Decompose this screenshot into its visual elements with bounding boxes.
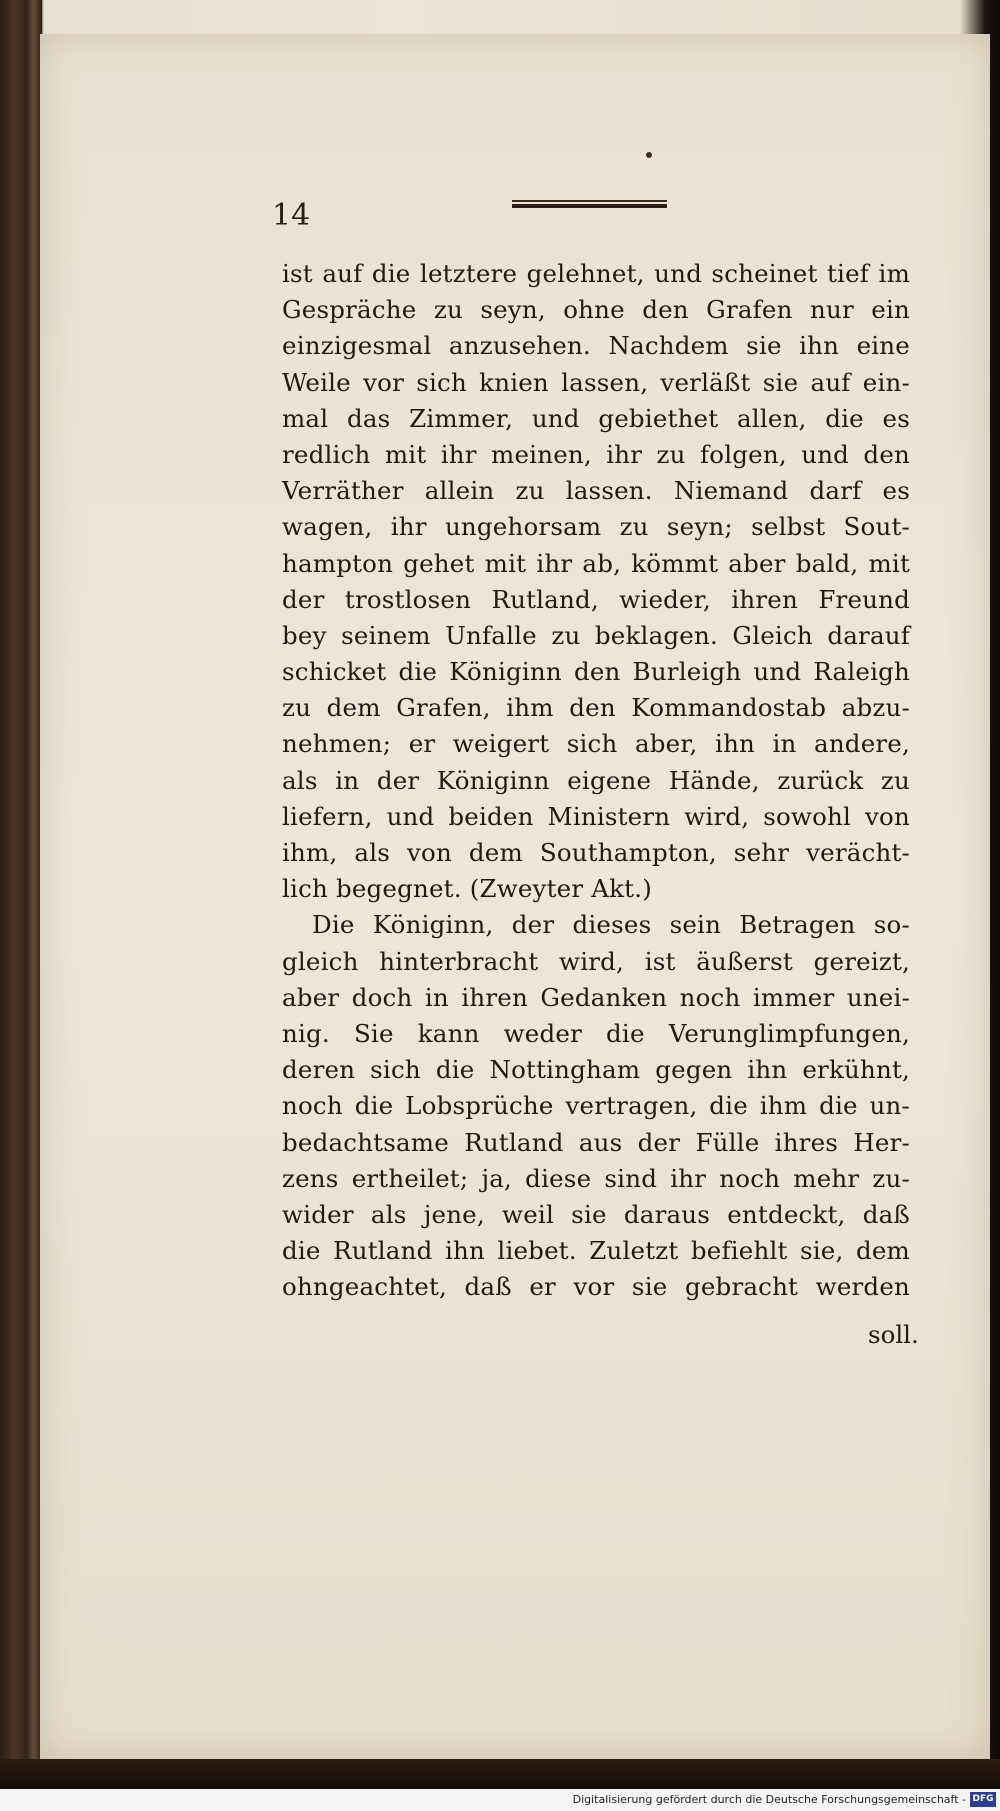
text-line: nig. Sie kann weder die Verunglimpfungen,	[282, 1018, 910, 1048]
text-line: lich begegnet. (Zweyter Akt.)	[282, 874, 652, 904]
text-line: ihm, als von dem Southampton, sehr verächt-	[282, 838, 910, 867]
ink-dot-mark	[646, 152, 652, 158]
text-line: wider als jene, weil sie daraus entdeckt, daß	[282, 1199, 910, 1229]
text-line: ist auf die letztere gelehnet, und scheinet tief im	[282, 259, 910, 288]
body-text	[282, 256, 910, 1305]
text-line: als in der Königinn eigene Hände, zurück zu	[282, 765, 910, 795]
text-line: ohngeachtet, daß er vor sie gebracht werden	[282, 1272, 910, 1302]
text-line: mal das Zimmer, und gebiethet allen, die es	[282, 403, 910, 433]
text-line: gleich hinterbracht wird, ist äußerst gereizt,	[282, 946, 910, 976]
text-line: einzigesmal anzusehen. Nachdem sie ihn eine	[282, 331, 910, 361]
text-line: der trostlosen Rutland, wieder, ihren Freund	[282, 584, 910, 614]
rule-line-thin	[512, 200, 667, 202]
text-line: Weile vor sich knien lassen, verläßt sie auf ein-	[282, 367, 910, 397]
text-line: nehmen; er weigert sich aber, ihn in andere,	[282, 729, 910, 759]
text-line: deren sich die Nottingham gegen ihn erkühnt,	[282, 1055, 910, 1085]
text-line: zens ertheilet; ja, diese sind ihr noch mehr zu-	[282, 1163, 910, 1193]
text-line: Verräther allein zu lassen. Niemand darf es	[282, 476, 910, 506]
text-line: noch die Lobsprüche vertragen, die ihm die un-	[282, 1091, 910, 1121]
text-line: hampton gehet mit ihr ab, kömmt aber bald, mit	[282, 548, 910, 578]
rule-line-thick	[512, 204, 667, 208]
dfg-logo-icon: DFG	[970, 1792, 996, 1807]
footer-credit: Digitalisierung gefördert durch die Deutsche Forschungsgemeinschaft -	[572, 1793, 966, 1806]
text-line: redlich mit ihr meinen, ihr zu folgen, und den	[282, 439, 910, 469]
catchword: soll.	[868, 1320, 919, 1349]
text-line: Die Königinn, der dieses sein Betragen so-	[312, 910, 910, 940]
text-line: bedachtsame Rutland aus der Fülle ihres Her-	[282, 1127, 910, 1157]
header-rule-ornament	[512, 200, 667, 210]
text-line: Gespräche zu seyn, ohne den Grafen nur ein	[282, 295, 910, 325]
text-line: liefern, und beiden Ministern wird, sowohl von	[282, 801, 910, 831]
text-line: wagen, ihr ungehorsam zu seyn; selbst Sout-	[282, 512, 910, 542]
footer-bar	[0, 1789, 1000, 1811]
scan-bottom-edge	[0, 1759, 1000, 1789]
text-line: zu dem Grafen, ihm den Kommandostab abzu-	[282, 693, 910, 723]
text-line: bey seinem Unfalle zu beklagen. Gleich darauf	[282, 620, 910, 650]
text-line: aber doch in ihren Gedanken noch immer unei-	[282, 982, 910, 1012]
text-line: die Rutland ihn liebet. Zuletzt befiehlt sie, dem	[282, 1236, 910, 1266]
text-line: schicket die Königinn den Burleigh und Raleigh	[282, 657, 910, 687]
page-number: 14	[272, 198, 311, 233]
